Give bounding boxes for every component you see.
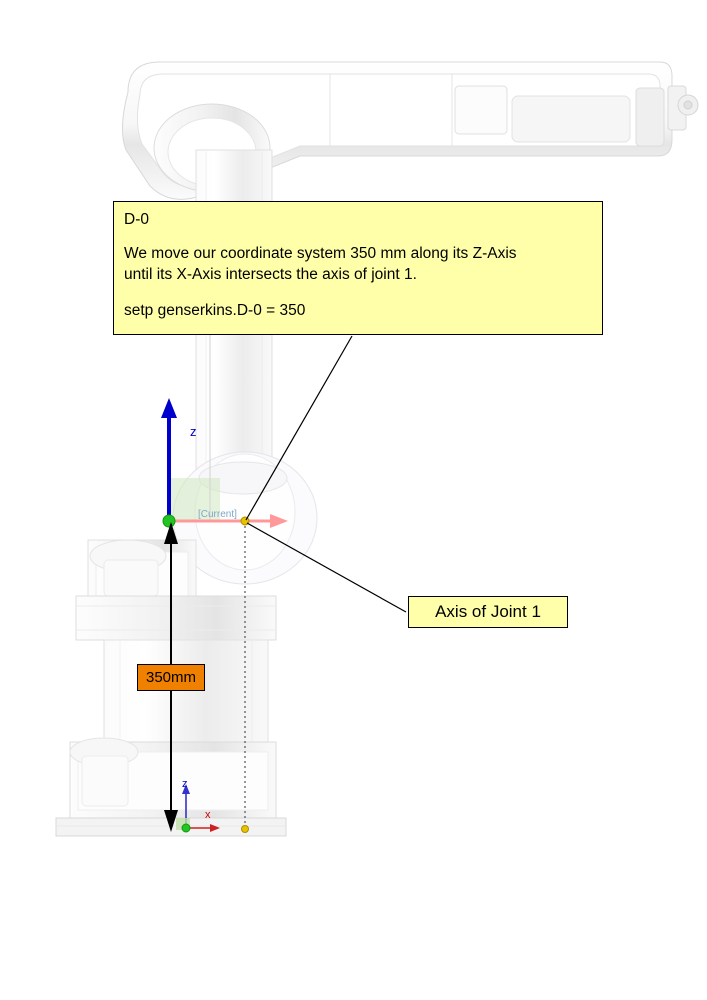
d0-callout-code: setp genserkins.D-0 = 350 — [124, 302, 306, 320]
dimension-label-text: 350mm — [145, 669, 197, 686]
d0-callout-body-line1: We move our coordinate system 350 mm along its Z-Axis — [124, 245, 517, 263]
d0-callout-body-line2: until its X-Axis intersects the axis of joint 1. — [124, 265, 417, 283]
d0-description-callout — [113, 201, 603, 335]
dimension-label-350mm — [137, 664, 205, 691]
z-axis-label-base: z — [182, 778, 188, 790]
x-axis-label-base: x — [205, 809, 211, 821]
axis-of-joint-1-callout — [408, 596, 568, 628]
d0-callout-title: D-0 — [124, 211, 149, 228]
z-axis-label-main: z — [190, 424, 197, 439]
d0-callout-body — [124, 244, 592, 285]
current-frame-label: [Current] — [198, 509, 237, 520]
axis-of-joint-1-label: Axis of Joint 1 — [435, 602, 541, 621]
